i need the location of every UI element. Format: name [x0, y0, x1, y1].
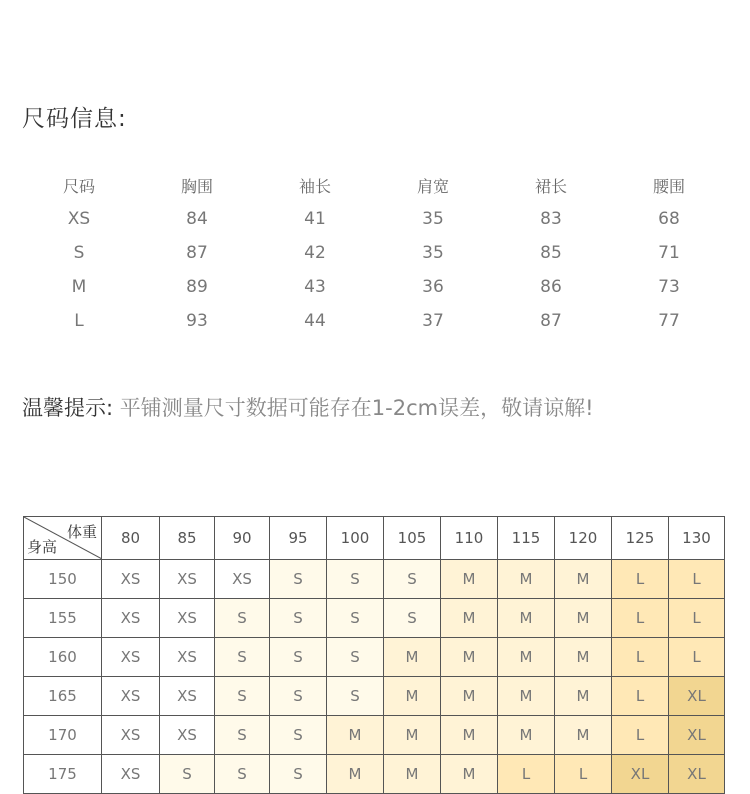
corner-height-label: 身高 [27, 538, 58, 556]
size-table-header-cell: 裙长 [534, 176, 567, 196]
size-cell: L [669, 599, 725, 638]
weight-header-cell: 110 [441, 517, 498, 560]
size-cell: M [555, 560, 612, 599]
size-cell: M [441, 560, 498, 599]
weight-header-cell: 100 [327, 517, 384, 560]
page-title: 尺码信息: [22, 106, 127, 132]
size-cell: S [270, 677, 327, 716]
size-cell: XS [102, 677, 160, 716]
size-cell: L [612, 677, 669, 716]
size-table-cell: S [73, 243, 85, 263]
size-cell: L [612, 638, 669, 677]
size-cell: XL [669, 716, 725, 755]
weight-header-cell: 105 [384, 517, 441, 560]
size-table-header-cell: 胸围 [180, 176, 213, 196]
size-cell: XL [612, 755, 669, 794]
size-cell: M [441, 716, 498, 755]
size-cell: XS [102, 755, 160, 794]
size-cell: XS [160, 560, 215, 599]
size-cell: S [215, 638, 270, 677]
size-cell: XS [102, 638, 160, 677]
height-header-cell: 170 [24, 716, 102, 755]
size-table-cell: 85 [540, 243, 562, 263]
size-cell: S [270, 560, 327, 599]
size-table-cell: 37 [422, 311, 444, 331]
size-table-cell: 83 [540, 209, 562, 229]
size-table-cell: 87 [540, 311, 562, 331]
size-cell: XL [669, 677, 725, 716]
size-cell: M [441, 755, 498, 794]
size-cell: S [270, 599, 327, 638]
size-cell: M [555, 716, 612, 755]
size-cell: XS [102, 716, 160, 755]
size-cell: S [215, 716, 270, 755]
grid-row [24, 560, 725, 599]
size-cell: XS [160, 638, 215, 677]
size-cell: S [160, 755, 215, 794]
size-cell: M [384, 716, 441, 755]
size-table-cell: 42 [304, 243, 326, 263]
size-cell: S [270, 716, 327, 755]
size-cell: S [327, 599, 384, 638]
size-cell: L [669, 560, 725, 599]
size-cell: S [215, 599, 270, 638]
grid-corner-cell [24, 517, 102, 560]
size-table-cell: 71 [658, 243, 680, 263]
size-cell: XS [160, 677, 215, 716]
size-cell: S [327, 677, 384, 716]
weight-header-cell: 90 [215, 517, 270, 560]
size-table-cell: 86 [540, 277, 562, 297]
size-cell: L [612, 560, 669, 599]
size-table-row [20, 236, 728, 270]
size-table-row [20, 270, 728, 304]
size-cell: XS [102, 599, 160, 638]
size-cell: S [270, 755, 327, 794]
size-table-cell: XS [67, 209, 91, 229]
tip-lead: 温馨提示: [22, 396, 114, 420]
size-table-cell: 43 [304, 277, 326, 297]
height-header-cell: 160 [24, 638, 102, 677]
size-cell: M [384, 755, 441, 794]
size-cell: M [384, 677, 441, 716]
size-cell: L [612, 716, 669, 755]
size-table-row [20, 304, 728, 338]
size-table-header-row [20, 168, 728, 202]
size-table-cell: 93 [186, 311, 208, 331]
size-cell: XS [160, 716, 215, 755]
size-table-cell: M [71, 277, 87, 297]
size-table-cell: 84 [186, 209, 208, 229]
grid-row [24, 638, 725, 677]
size-table-cell: 35 [422, 209, 444, 229]
size-table-cell: 41 [304, 209, 326, 229]
grid-row [24, 716, 725, 755]
size-cell: M [441, 638, 498, 677]
size-cell: M [498, 599, 555, 638]
size-cell: M [555, 599, 612, 638]
size-table-header-cell: 肩宽 [416, 176, 449, 196]
grid-row [24, 599, 725, 638]
weight-header-cell: 115 [498, 517, 555, 560]
grid-row [24, 677, 725, 716]
tip-body: 平铺测量尺寸数据可能存在1-2cm误差，敬请谅解! [119, 396, 594, 420]
size-table-cell: 36 [422, 277, 444, 297]
size-cell: S [384, 560, 441, 599]
weight-header-cell: 85 [160, 517, 215, 560]
size-cell: M [555, 638, 612, 677]
grid-row [24, 755, 725, 794]
size-cell: M [555, 677, 612, 716]
size-cell: M [327, 755, 384, 794]
size-table-cell: 73 [658, 277, 680, 297]
size-table-cell: 35 [422, 243, 444, 263]
size-cell: S [327, 638, 384, 677]
size-cell: M [441, 599, 498, 638]
size-cell: M [327, 716, 384, 755]
size-table-cell: 89 [186, 277, 208, 297]
size-table-row [20, 202, 728, 236]
height-header-cell: 175 [24, 755, 102, 794]
height-header-cell: 155 [24, 599, 102, 638]
size-cell: L [555, 755, 612, 794]
size-cell: XS [215, 560, 270, 599]
height-header-cell: 150 [24, 560, 102, 599]
corner-weight-label: 体重 [66, 523, 97, 541]
size-table-cell: 77 [658, 311, 680, 331]
size-cell: XS [160, 599, 215, 638]
weight-header-cell: 95 [270, 517, 327, 560]
weight-header-cell: 125 [612, 517, 669, 560]
size-table-cell: L [74, 311, 84, 331]
size-cell: M [384, 638, 441, 677]
size-table-cell: 87 [186, 243, 208, 263]
size-cell: L [498, 755, 555, 794]
size-cell: S [384, 599, 441, 638]
size-cell: M [498, 677, 555, 716]
size-cell: S [215, 755, 270, 794]
size-table-header-cell: 袖长 [298, 176, 331, 196]
size-cell: S [270, 638, 327, 677]
size-table-cell: 44 [304, 311, 326, 331]
size-cell: M [498, 560, 555, 599]
tip-note [22, 392, 593, 422]
size-cell: S [215, 677, 270, 716]
height-header-cell: 165 [24, 677, 102, 716]
size-recommendation-grid [23, 516, 725, 794]
size-info-table [20, 168, 728, 338]
size-table-header-cell: 腰围 [652, 176, 685, 196]
size-cell: M [498, 716, 555, 755]
size-table-cell: 68 [658, 209, 680, 229]
size-cell: M [498, 638, 555, 677]
size-cell: L [669, 638, 725, 677]
weight-header-cell: 130 [669, 517, 725, 560]
size-cell: M [441, 677, 498, 716]
size-cell: L [612, 599, 669, 638]
size-cell: S [327, 560, 384, 599]
size-table-header-cell: 尺码 [62, 176, 95, 196]
size-cell: XL [669, 755, 725, 794]
size-cell: XS [102, 560, 160, 599]
weight-header-cell: 120 [555, 517, 612, 560]
weight-header-cell: 80 [102, 517, 160, 560]
